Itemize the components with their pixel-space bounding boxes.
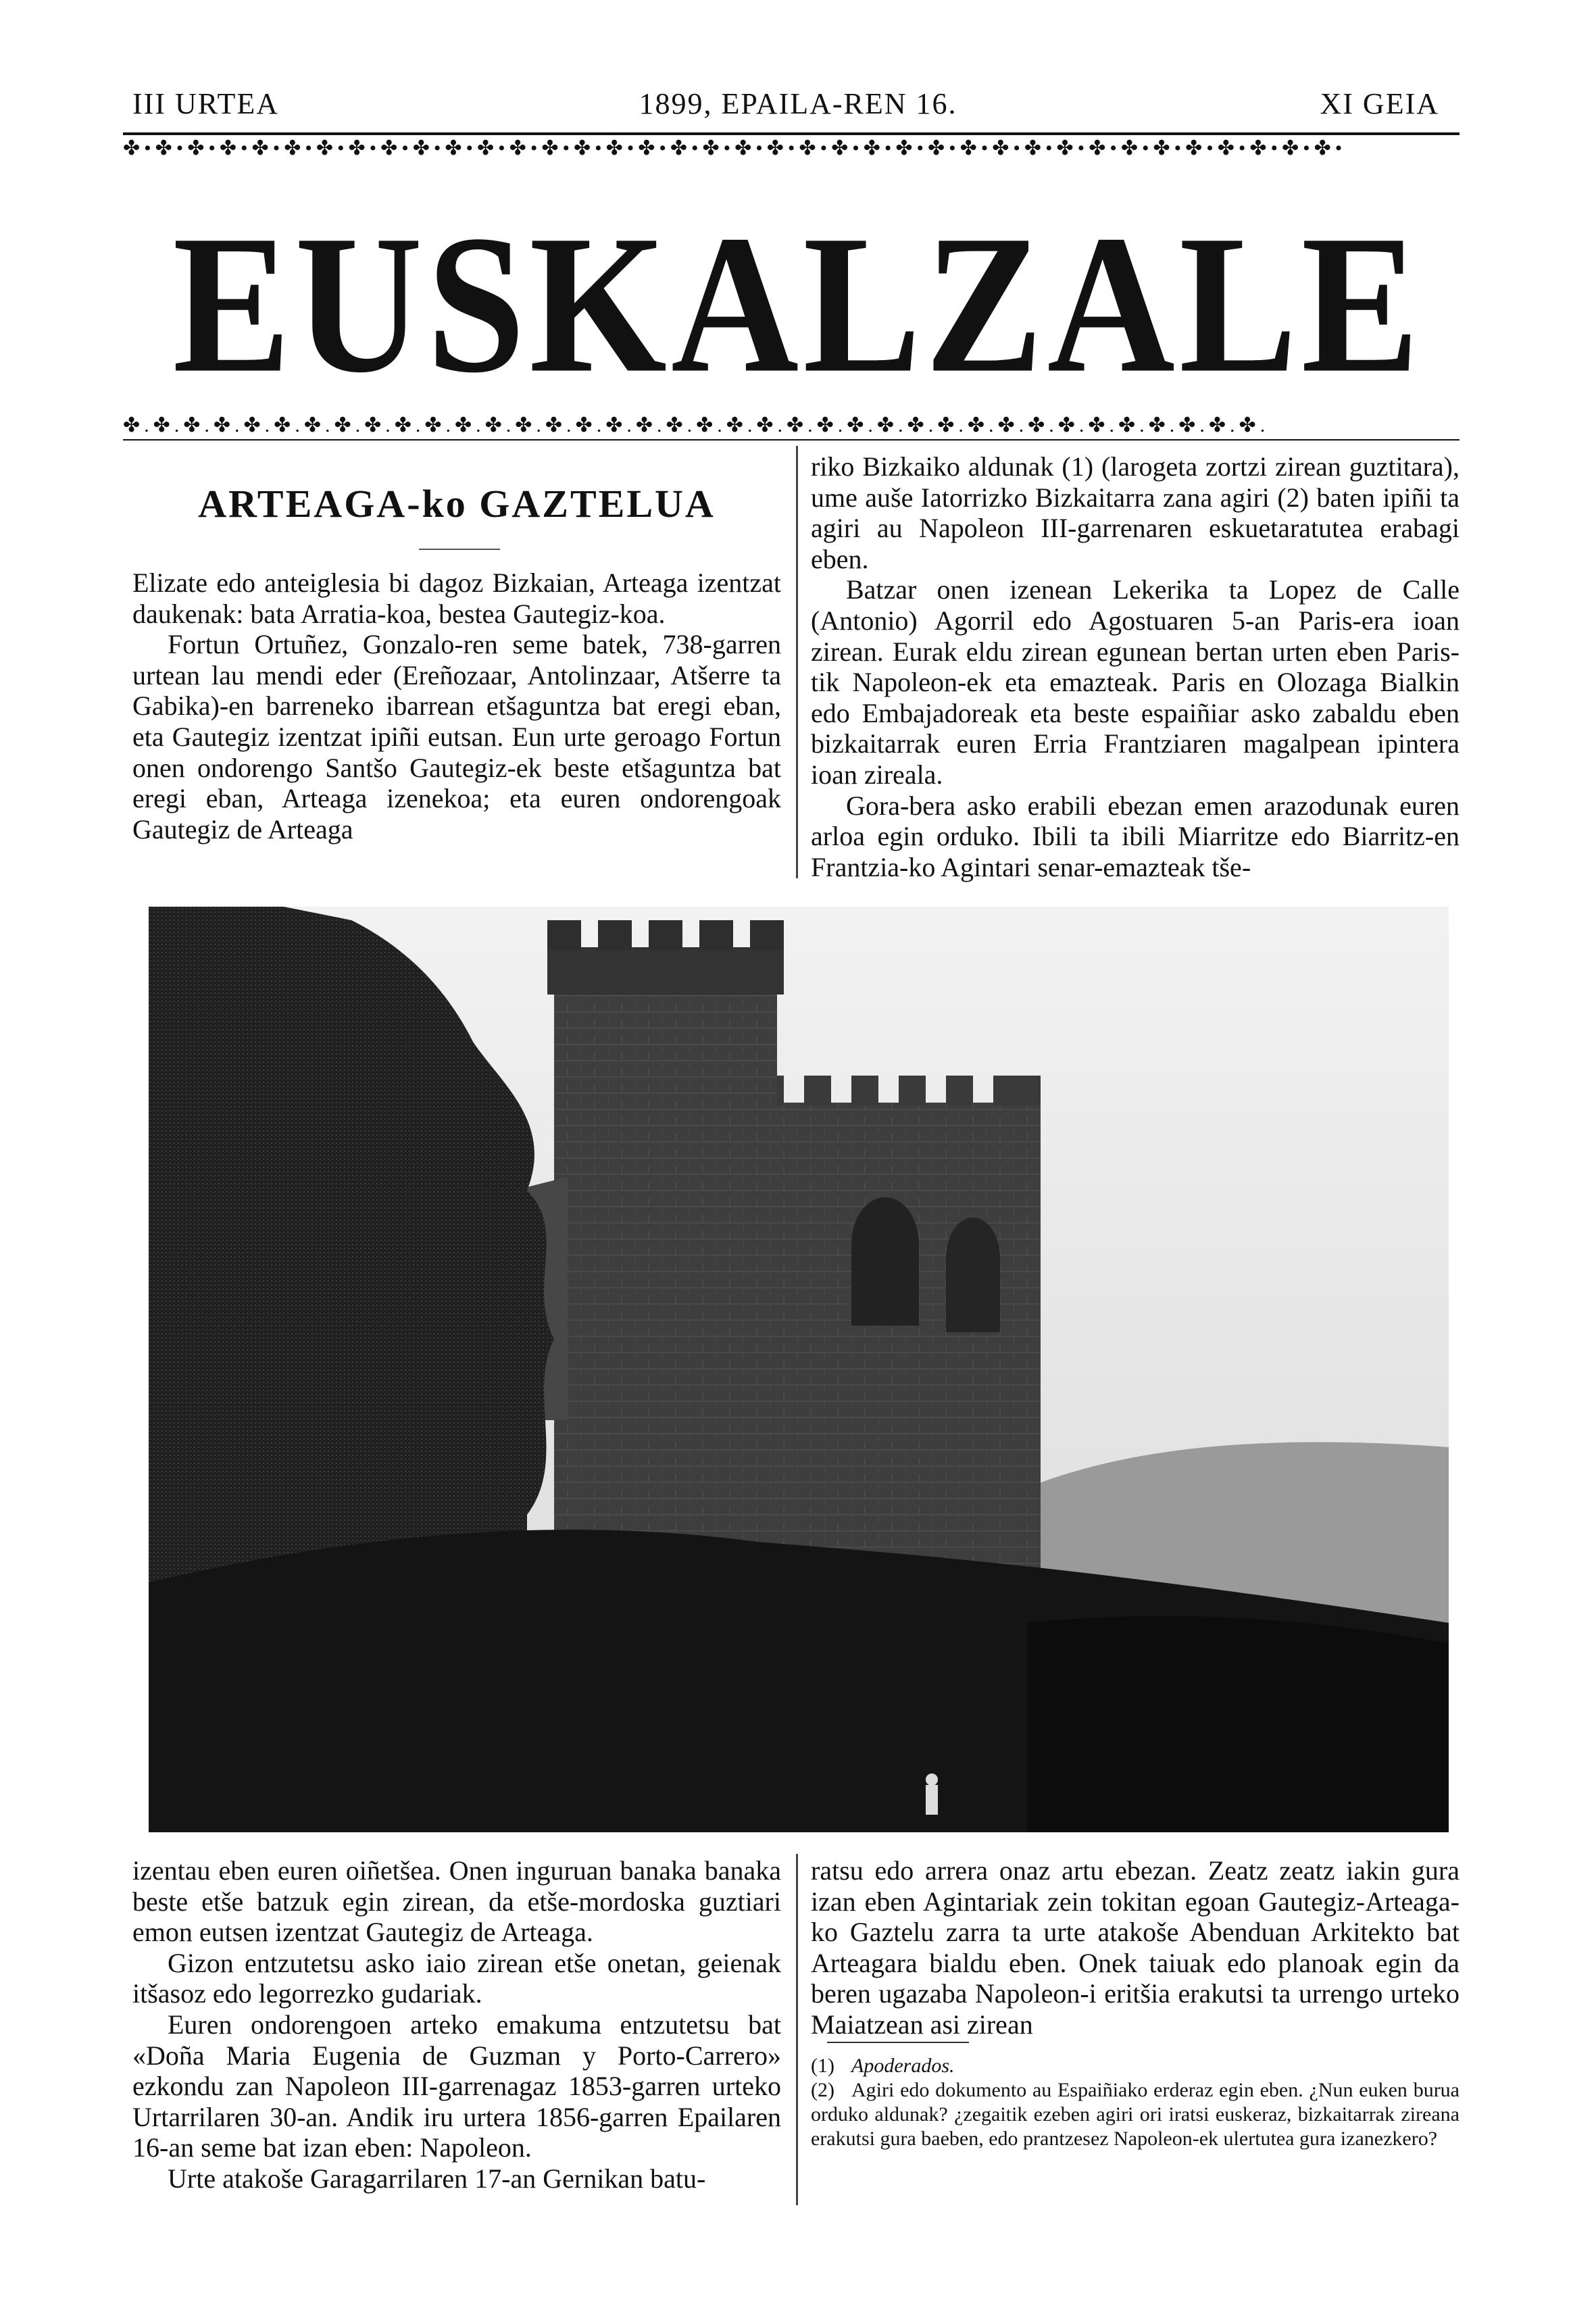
column-divider [796, 446, 798, 878]
castle-photograph [149, 907, 1449, 1832]
ornament-band-bottom: ✤.✤.✤.✤.✤.✤.✤.✤.✤.✤.✤.✤.✤.✤.✤.✤.✤.✤.✤.✤.✤.✤.✤.✤.✤.✤.✤.✤.✤.✤.✤.✤.✤.✤.✤.✤.✤.✤. [123, 414, 1270, 436]
issue-date: 1899, EPAILA-REN 16. [639, 87, 957, 120]
footnote [811, 2078, 1460, 2151]
arched-window [946, 1217, 1000, 1332]
paragraph: izentau eben euren oiñetšea. Onen inguruan banaka banaka beste etše batzuk egin zirean, da etše-mordoska guztiari emon eutsen izentzat Gautegiz de Arteaga. [132, 1855, 781, 1948]
paragraph: Euren ondorengoen arteko emakuma entzutetsu bat «Doña Maria Eugenia de Guzman y Porto-Carrero» ezkondu zan Napoleon III-garrenagaz 1853-garren urteko Urtarrilaren 30-an. Andik iru urtera 1856-garren Epailaren 16-an seme bat izan eben: Napoleon. [132, 2009, 781, 2163]
ornament-band-top: ✤•✤•✤•✤•✤•✤•✤•✤•✤•✤•✤•✤•✤•✤•✤•✤•✤•✤•✤•✤•✤•✤•✤•✤•✤•✤•✤•✤•✤•✤•✤•✤•✤•✤•✤•✤•✤•✤• [123, 137, 1347, 159]
footnote [811, 2054, 1460, 2078]
footnote-text: Agiri edo dokumento au Espaiñiako erderaz egin eben. ¿Nun euken burua orduko aldunak? ¿zegaitik ezeben agiri ori iratsi euskeraz, bizkaitarrak zireana erakutsi gura baeben, edo prantzesez Napoleon-ek ulertutea gura izanezkero? [811, 2079, 1460, 2150]
paragraph: ratsu edo arrera onaz artu ebezan. Zeatz zeatz iakin gura izan eben Agintariak zein tokitan egoan Gautegiz-Arteaga-ko Gaztelu zarra ta urte atakoše Abenduan Arkitekto bat Arteagara bialdu eben. Onek taiuak edo planoak egin da beren ugazaba Napoleon-i eritšia erakutsi ta urrengo urteko Maiatzean asi zirean [811, 1855, 1460, 2040]
footnote-mark: (1) [811, 2055, 834, 2077]
article-title: ARTEAGA-ko GAZTELUA [198, 482, 716, 526]
column-bottom-left [132, 1855, 781, 2194]
castle-keep [757, 1103, 1041, 1576]
footnote-text: Apoderados. [851, 2055, 955, 2077]
column-top-left [132, 568, 781, 845]
paragraph: Gora-bera asko erabili ebezan emen arazodunak euren arloa egin orduko. Ibili ta ibili Miarritze edo Biarritz-en Frantzia-ko Agintari senar-emazteak tše- [811, 790, 1460, 882]
paragraph: Gizon entzutetsu asko iaio zirean etše onetan, geienak itšasoz edo legorrezko gudariak. [132, 1947, 781, 2009]
column-top-right [811, 451, 1460, 882]
title-divider [419, 549, 500, 550]
volume-label: III URTEA [132, 87, 279, 120]
paragraph: Fortun Ortuñez, Gonzalo-ren seme batek, 738-garren urtean lau mendi eder (Ereñozaar, Antolinzaar, Atšerre ta Gabika)-en barreneko ibarrean etšaguntza bat eregi eban, eta Gautegiz izentzat ipiñi eutsan. Eun urte geroago Fortun onen ondorengo Santšo Gautegiz-ek beste etšaguntza bat eregi eban, Arteaga izenekoa; eta euren ondorengoak Gautegiz de Arteaga [132, 629, 781, 845]
column-bottom-right [811, 1855, 1460, 2040]
paragraph: riko Bizkaiko aldunak (1) (larogeta zortzi zirean guztitara), ume auše Iatorrizko Bizkaitarra zana agiri (2) baten ipiñi ta agiri au Napoleon III-garrenaren eskuetaratutea erabagi eben. [811, 451, 1460, 574]
masthead-title: EUSKALZALE [172, 194, 1424, 414]
castle-tower [554, 981, 777, 1589]
masthead-rule [123, 439, 1460, 441]
standing-figure [926, 1785, 938, 1815]
paragraph: Batzar onen izenean Lekerika ta Lopez de Calle (Antonio) Agorril edo Agostuaren 5-an Paris-era ioan zirean. Eurak eldu zirean egunean bertan urten eben Paris-tik Napoleon-ek eta emazteak. Paris en Olozaga Bialkin edo Embajadoreak eta beste espaiñiar asko zabaldu eben bizkaitarrak euren Erria Frantziaren magalpean ipintera ioan zireala. [811, 574, 1460, 790]
paragraph: Urte atakoše Garagarrilaren 17-an Gernikan batu- [168, 2163, 706, 2194]
footnotes [811, 2054, 1460, 2151]
arched-window [851, 1197, 919, 1326]
footnote-rule [827, 2042, 969, 2043]
header-rule [123, 132, 1460, 135]
paragraph: Elizate edo anteiglesia bi dagoz Bizkaian, Arteaga izentzat daukenak: bata Arratia-koa, bestea Gautegiz-koa. [132, 568, 781, 629]
footnote-mark: (2) [811, 2079, 834, 2101]
issue-number: XI GEIA [1320, 87, 1439, 120]
column-divider [796, 1854, 798, 2205]
